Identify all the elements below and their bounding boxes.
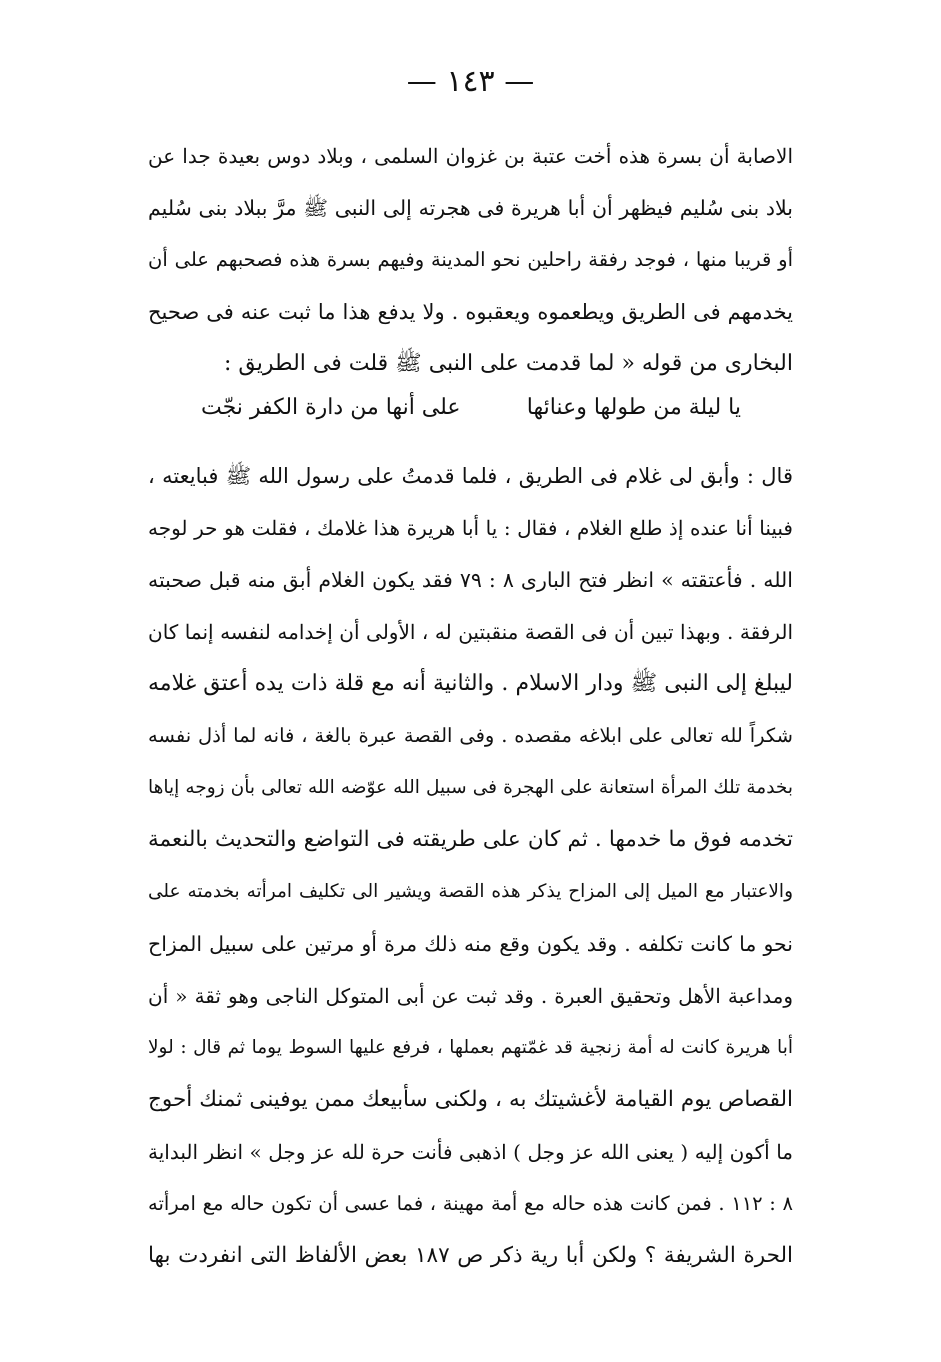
text-line: الحرة الشريفة ؟ ولكن أبا رية ذكر ص ١٨٧ بعض الألفاظ التى انفردت بها: [148, 1243, 793, 1268]
text-line: نحو ما كانت تكلفه . وقد يكون وقع منه ذلك مرة أو مرتين على سبيل المزاح: [148, 932, 793, 956]
text-line: الله . فأعتقته » انظر فتح البارى ٨ : ٧٩ فقد يكون الغلام أبق منه قبل صحبته: [148, 568, 793, 592]
text-line: ٨ : ١١٢ . فمن كانت هذه حاله مع أمة مهينة ، فما عسى أن تكون حاله مع امرأته: [148, 1192, 793, 1215]
text-line: ليبلغ إلى النبى ﷺ ودار الاسلام . والثانية أنه مع قلة ذات يده أعتق غلامه: [148, 671, 793, 696]
paragraph-2: [148, 450, 793, 1282]
text-line: القصاص يوم القيامة لأغشيتك به ، ولكنى سأبيعك ممن يوفينى ثمنك أحوج: [148, 1087, 793, 1112]
text-line: فبينا أنا عنده إذ طلع الغلام ، فقال : يا أبا هريرة هذا غلامك ، فقلت هو حر لوجه: [148, 516, 793, 540]
paragraph-1: [148, 130, 793, 390]
text-line: بخدمة تلك المرأة استعانة على الهجرة فى سبيل الله عوّضه الله تعالى بأن زوجه إياها: [148, 777, 793, 798]
verse-second-hemistich: على أنها من دارة الكفر نجّت: [201, 395, 461, 420]
text-line: شكراً لله تعالى على ابلاغه مقصده . وفى القصة عبرة بالغة ، فانه لما أذل نفسه: [148, 724, 793, 747]
text-line: أبا هريرة كانت له أمة زنجية قد غمّتهم بعملها ، فرفع عليها السوط يوما ثم قال : لولا: [148, 1037, 793, 1058]
text-line: ومداعبة الأهل وتحقيق العبرة . وقد ثبت عن أبى المتوكل الناجى وهو ثقة « أن: [148, 984, 793, 1008]
text-line: ما أكون إليه ( يعنى الله عز وجل ) اذهبى فأنت حرة لله عز وجل » انظر البداية: [148, 1140, 793, 1164]
text-line: والاعتبار مع الميل إلى المزاح يذكر هذه القصة ويشير الى تكليف امرأته بخدمته على: [148, 881, 793, 902]
text-line: البخارى من قوله « لما قدمت على النبى ﷺ قلت فى الطريق :: [224, 351, 793, 376]
text-line: تخدمه فوق ما خدمها . ثم كان على طريقته فى التواضع والتحديث بالنعمة: [148, 827, 793, 852]
text-line: أو قريبا منها ، فوجد رفقة راحلين نحو المدينة وفيهم بسرة هذه فصحبهم على أن: [148, 248, 793, 271]
text-line: الرفقة . وبهذا تبين أن فى القصة منقبتين له ، الأولى أن إخدامه لنفسه إنما كان: [148, 620, 793, 644]
page-number: — ١٤٣ —: [406, 64, 535, 99]
text-line: الاصابة أن بسرة هذه أخت عتبة بن غزوان السلمى ، وبلاد دوس بعيدة جدا عن: [148, 144, 793, 168]
text-line: بلاد بنى سُليم فيظهر أن أبا هريرة فى هجرته إلى النبى ﷺ مرَّ ببلاد بنى سُليم: [148, 196, 793, 220]
poetry-verse: [201, 386, 741, 430]
text-line: قال : وأبق لى غلام فى الطريق ، فلما قدمتُ على رسول الله ﷺ فبايعته ،: [148, 464, 793, 488]
verse-first-hemistich: يا ليلة من طولها وعنائها: [526, 395, 741, 420]
text-line: يخدمهم فى الطريق ويطعموه ويعقبوه . ولا يدفع هذا ما ثبت عنه فى صحيح: [148, 300, 793, 324]
